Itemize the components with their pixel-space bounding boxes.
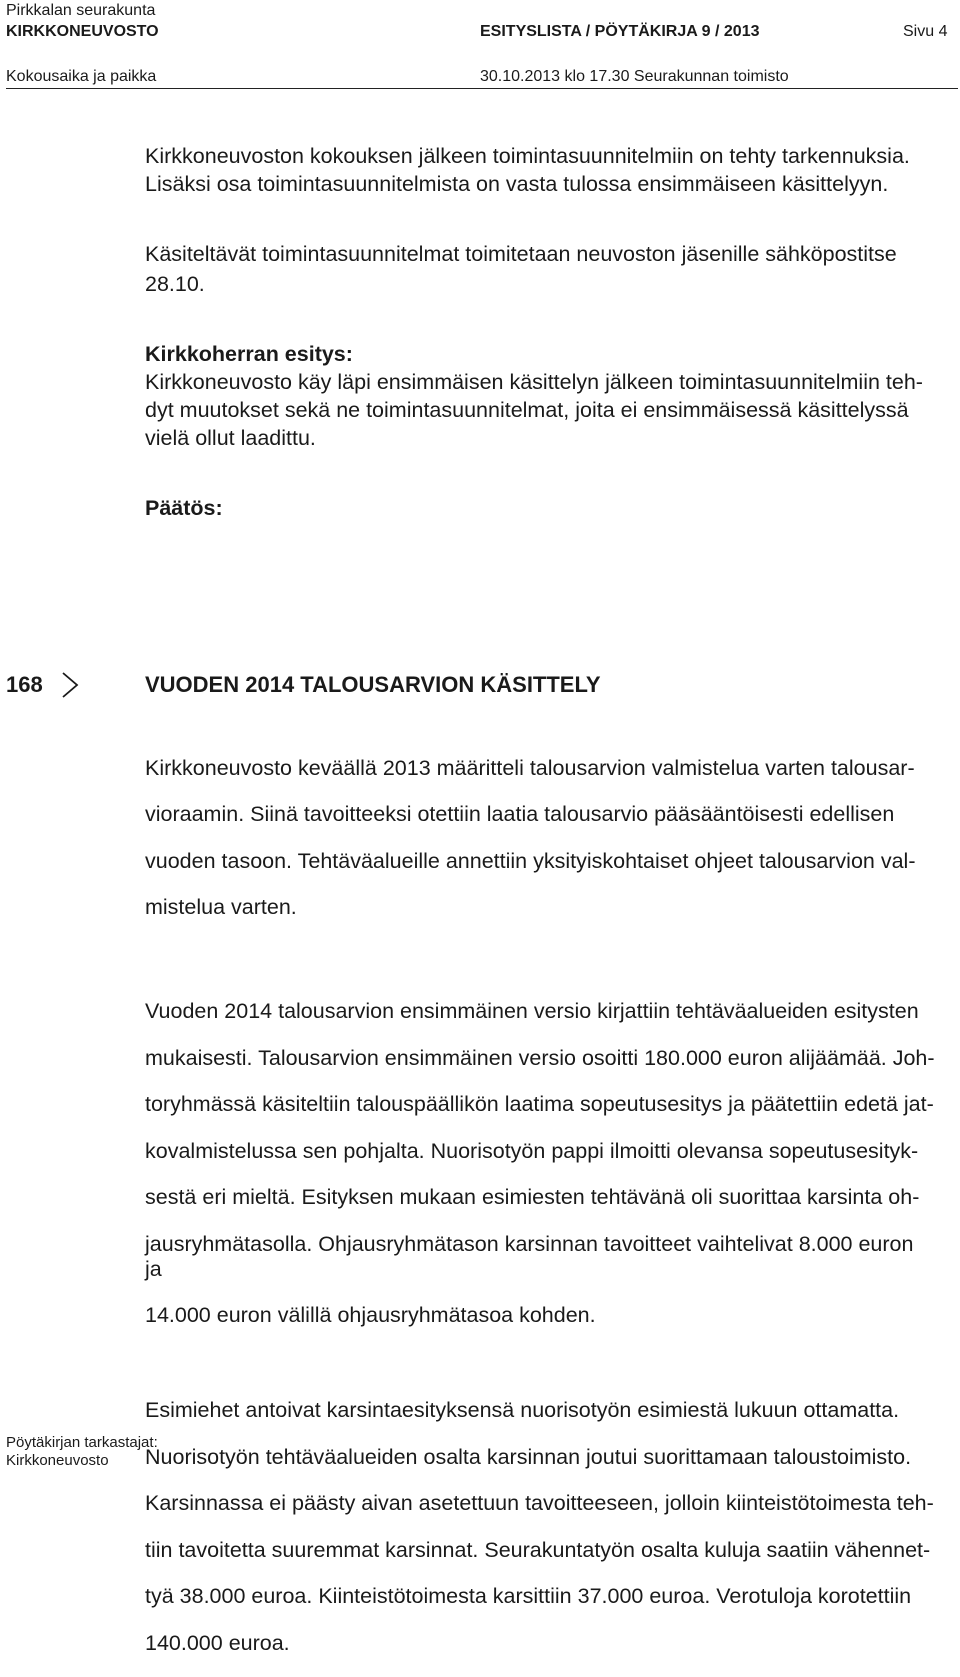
paragraph-line: kovalmistelussa sen pohjalta. Nuorisotyön pappi ilmoitti olevansa sopeutusesityk- bbox=[145, 1138, 919, 1163]
paragraph-line: vuoden tasoon. Tehtäväalueille annettiin yksityiskohtaiset ohjeet talousarvion val- bbox=[145, 848, 916, 873]
header-divider bbox=[6, 88, 958, 89]
paragraph-line: 28.10. bbox=[145, 272, 205, 296]
paragraph-line: tiin tavoitetta suuremmat karsinnat. Seurakuntatyön osalta kuluja saatiin vähennet- bbox=[145, 1537, 931, 1562]
section-title: VUODEN 2014 TALOUSARVION KÄSITTELY bbox=[145, 672, 601, 697]
paragraph-line: Kirkkoneuvosto käy läpi ensimmäisen käsittelyn jälkeen toimintasuunnitelmiin teh- bbox=[145, 370, 923, 394]
paragraph-line: vioraamin. Siinä tavoitteeksi otettiin laatia talousarvio pääsääntöisesti edellisen bbox=[145, 802, 895, 826]
header-org: Pirkkalan seurakunta bbox=[6, 2, 156, 19]
paragraph-line: Käsiteltävät toimintasuunnitelmat toimitetaan neuvoston jäsenille sähköpostitse bbox=[145, 242, 897, 266]
section-heading bbox=[0, 668, 960, 702]
paragraph-line: Nuorisotyön tehtäväalueiden osalta karsinnan joutui suorittamaan taloustoimisto. bbox=[145, 1444, 912, 1469]
paragraph-line: Kirkkoneuvoston kokouksen jälkeen toimintasuunnitelmiin on tehty tarkennuksia. bbox=[145, 144, 910, 168]
paragraph-line: Kirkkoneuvosto keväällä 2013 määritteli talousarvion valmistelua varten talousar- bbox=[145, 755, 915, 780]
header-body: KIRKKONEUVOSTO bbox=[6, 23, 159, 40]
header-time-value: 30.10.2013 klo 17.30 Seurakunnan toimisto bbox=[480, 68, 789, 85]
decision-label: Päätös: bbox=[145, 496, 223, 520]
paragraph-line: tyä 38.000 euroa. Kiinteistötoimesta karsittiin 37.000 euroa. Verotuloja korotettiin bbox=[145, 1584, 912, 1608]
paragraph-line: toryhmässä käsiteltiin talouspäällikön laatima sopeutusesitys ja päätettiin edetä jat- bbox=[145, 1092, 934, 1116]
paragraph-line: Esimiehet antoivat karsintaesityksensä nuorisotyön esimiestä lukuun ottamatta. bbox=[145, 1398, 900, 1422]
paragraph-line: 14.000 euron välillä ohjausryhmätasoa kohden. bbox=[145, 1303, 596, 1327]
paragraph-line: sestä eri mieltä. Esityksen mukaan esimiesten tehtävänä oli suorittaa karsinta oh- bbox=[145, 1185, 920, 1209]
header-document: ESITYSLISTA / PÖYTÄKIRJA 9 / 2013 bbox=[480, 23, 760, 40]
section-body bbox=[145, 734, 935, 1677]
page-footer bbox=[6, 1434, 158, 1470]
paragraph-line: mistelua varten. bbox=[145, 895, 297, 919]
paragraph-line: dyt muutokset sekä ne toimintasuunnitelmat, joita ei ensimmäisessä käsittelyssä bbox=[145, 398, 909, 422]
previous-section bbox=[145, 142, 935, 522]
footer-body: Kirkkoneuvosto bbox=[6, 1452, 109, 1469]
section-mark-icon bbox=[60, 669, 82, 701]
proposal-label: Kirkkoherran esitys: bbox=[145, 342, 353, 366]
paragraph-line: jausryhmätasolla. Ohjausryhmätason karsinnan tavoitteet vaihtelivat 8.000 euron ja bbox=[145, 1231, 914, 1281]
header-time-label: Kokousaika ja paikka bbox=[6, 68, 157, 85]
paragraph-line: Karsinnassa ei päästy aivan asetettuun tavoitteeseen, jolloin kiinteistötoimesta teh- bbox=[145, 1491, 934, 1515]
paragraph-line: Vuoden 2014 talousarvion ensimmäinen versio kirjattiin tehtäväalueiden esitysten bbox=[145, 999, 919, 1023]
paragraph-line: 140.000 euroa. bbox=[145, 1630, 290, 1655]
section-number: 168 bbox=[6, 672, 43, 697]
page-header bbox=[0, 0, 960, 92]
paragraph-line: Lisäksi osa toimintasuunnitelmista on vasta tulossa ensimmäiseen käsittelyyn. bbox=[145, 172, 889, 196]
header-page-number: Sivu 4 bbox=[903, 23, 948, 40]
paragraph-line: vielä ollut laadittu. bbox=[145, 426, 316, 450]
paragraph-line: mukaisesti. Talousarvion ensimmäinen versio osoitti 180.000 euron alijäämää. Joh- bbox=[145, 1045, 935, 1070]
footer-label: Pöytäkirjan tarkastajat: bbox=[6, 1434, 158, 1451]
